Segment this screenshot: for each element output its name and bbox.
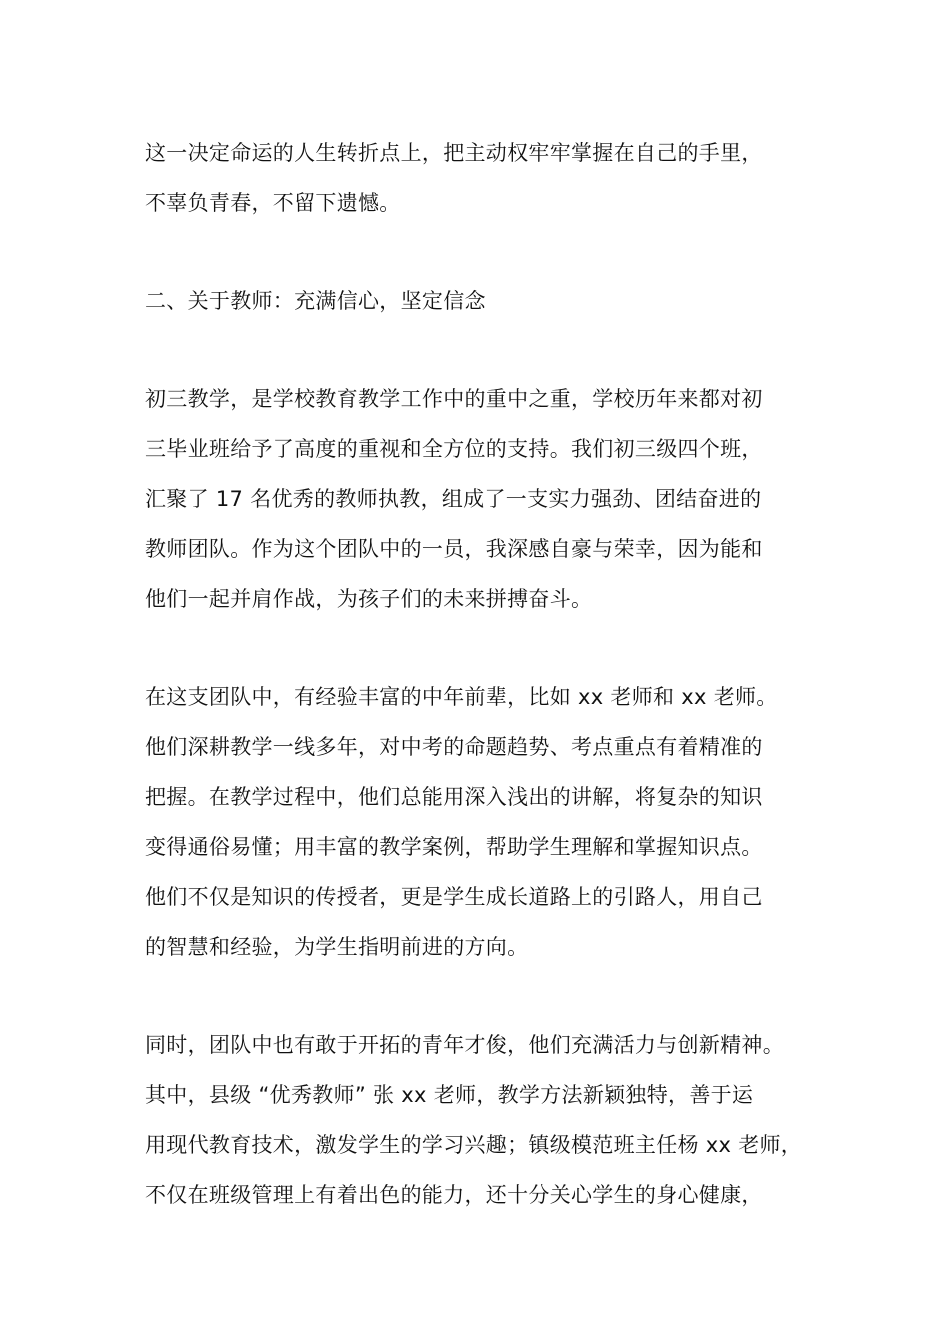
- paragraph-3-line-4: 变得通俗易懂；用丰富的教学案例，帮助学生理解和掌握知识点。: [145, 835, 763, 859]
- section-heading: 二、关于教师：充满信心，坚定信念: [145, 289, 486, 313]
- paragraph-2-line-4: 教师团队。作为这个团队中的一员，我深感自豪与荣幸，因为能和: [145, 537, 763, 561]
- paragraph-1-line-1: 这一决定命运的人生转折点上，把主动权牢牢掌握在自己的手里，: [145, 141, 763, 165]
- paragraph-3-line-5: 他们不仅是知识的传授者，更是学生成长道路上的引路人，用自己: [145, 885, 763, 909]
- paragraph-2-line-2: 三毕业班给予了高度的重视和全方位的支持。我们初三级四个班，: [145, 437, 763, 461]
- paragraph-3-line-1: 在这支团队中，有经验丰富的中年前辈，比如 xx 老师和 xx 老师。: [145, 685, 778, 709]
- paragraph-3-line-2: 他们深耕教学一线多年，对中考的命题趋势、考点重点有着精准的: [145, 735, 763, 759]
- paragraph-2-line-3: 汇聚了 17 名优秀的教师执教，组成了一支实力强劲、团结奋进的: [145, 487, 762, 511]
- paragraph-3-line-3: 把握。在教学过程中，他们总能用深入浅出的讲解，将复杂的知识: [145, 785, 763, 809]
- paragraph-4-line-3: 用现代教育技术，激发学生的学习兴趣；镇级模范班主任杨 xx 老师，: [145, 1133, 803, 1157]
- paragraph-1-line-2: 不辜负青春，不留下遗憾。: [145, 191, 401, 215]
- paragraph-3-line-6: 的智慧和经验，为学生指明前进的方向。: [145, 935, 529, 959]
- paragraph-4-line-1: 同时，团队中也有敢于开拓的青年才俊，他们充满活力与创新精神。: [145, 1033, 784, 1057]
- paragraph-2-line-5: 他们一起并肩作战，为孩子们的未来拼搏奋斗。: [145, 587, 593, 611]
- paragraph-2-line-1: 初三教学，是学校教育教学工作中的重中之重，学校历年来都对初: [145, 387, 763, 411]
- paragraph-4-line-2: 其中，县级 “优秀教师” 张 xx 老师，教学方法新颖独特，善于运: [145, 1083, 754, 1107]
- paragraph-4-line-4: 不仅在班级管理上有着出色的能力，还十分关心学生的身心健康，: [145, 1183, 763, 1207]
